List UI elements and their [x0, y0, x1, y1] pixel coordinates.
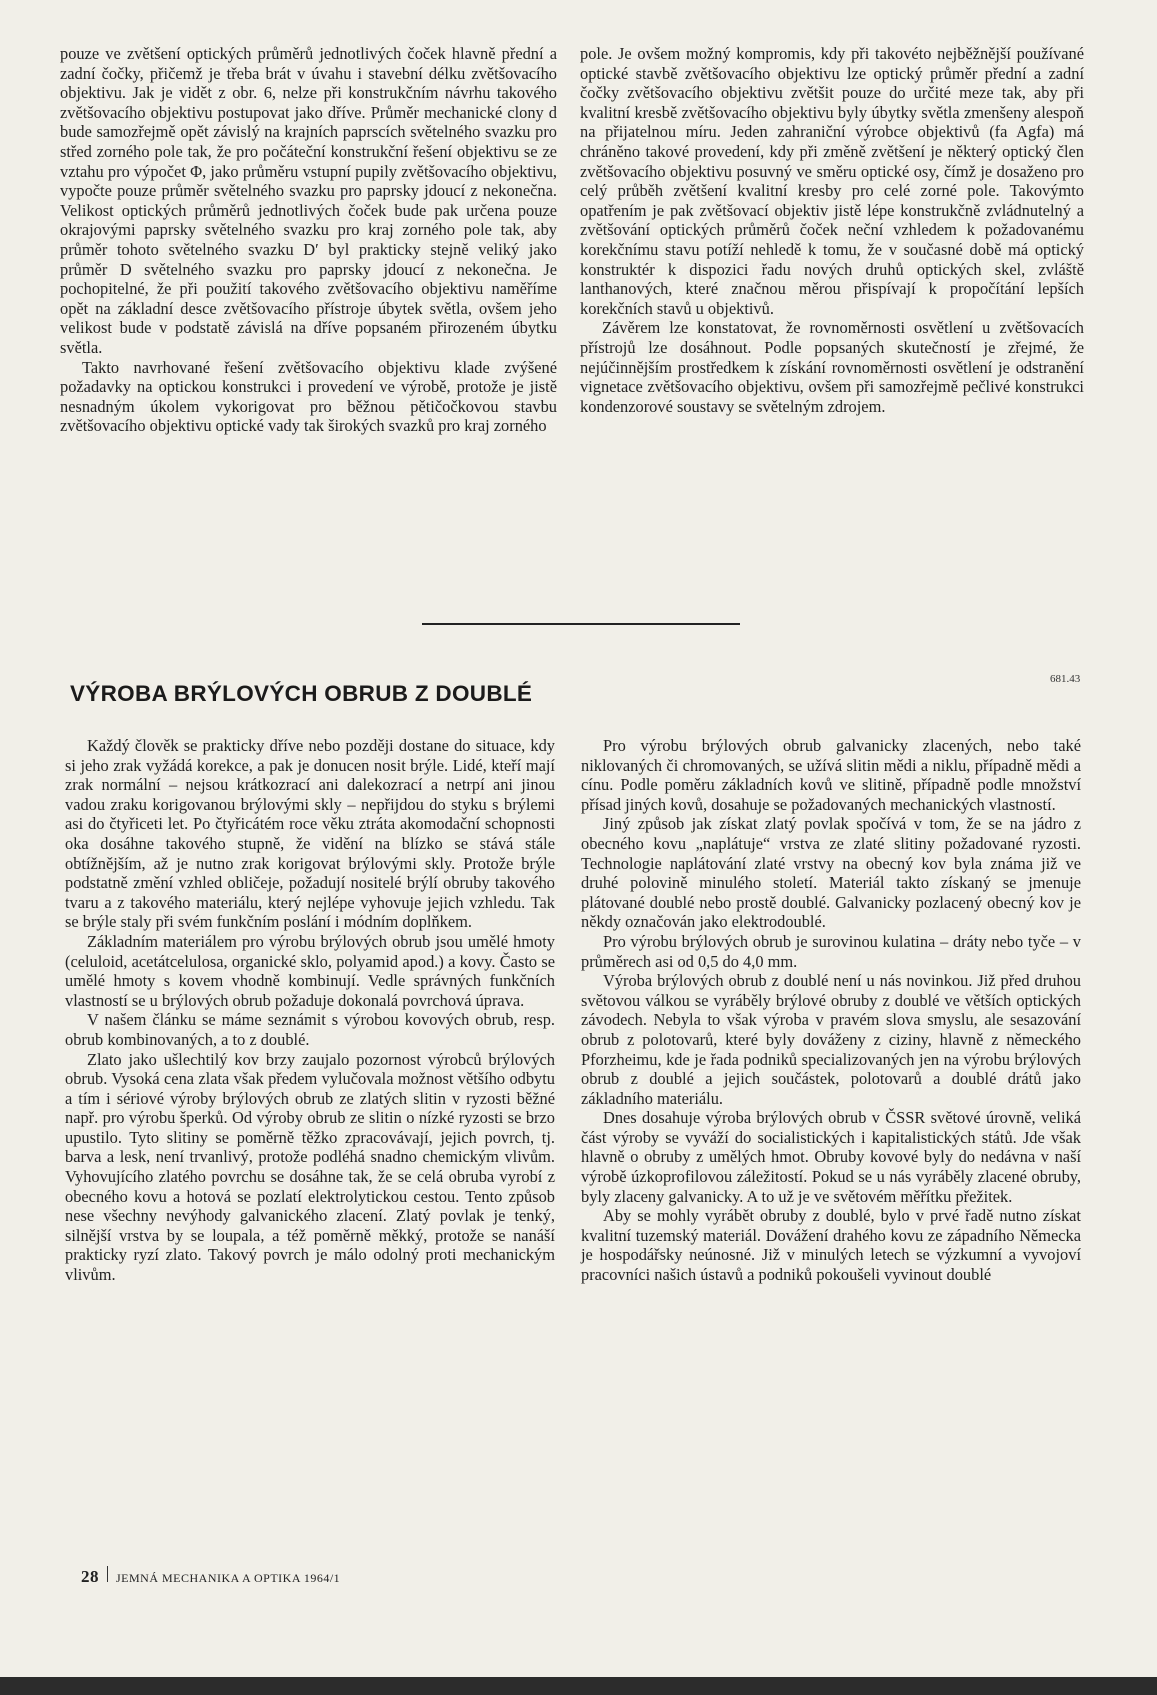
paragraph: Výroba brýlových obrub z doublé není u nás novinkou. Již před druhou světovou válkou se vyráběly brýlové obruby z doublé ve větších optických závodech. Nebyla to však výroba v pravém slova smyslu, ale sesazování obrub z polotovarů, které byly dováženy z ciziny, hlavně z německého Pforzheimu, kde je řada podniků specializovaných jen na výrobu brýlových obrub z doublé a jejich součástek, polotovarů a doublé drátů jako základního materiálu.	[581, 971, 1081, 1108]
paragraph: Základním materiálem pro výrobu brýlových obrub jsou umělé hmoty (celuloid, acetátcelulosa, organické sklo, polyamid apod.) a kovy. Často se umělé hmoty s kovem vhodně kombinují. Vedle správných funkčních vlastností se u brýlových obrub požaduje dokonalá povrchová úprava.	[65, 931, 555, 1010]
paragraph: pouze ve zvětšení optických průměrů jednotlivých čoček hlavně přední a zadní čočky, přičemž je třeba brát v úvahu i stavební délku zvětšovacího objektivu. Jak je vidět z obr. 6, nelze při konstrukčním návrhu takového zvětšovacího objektivu postupovat jako dříve. Průměr mechanické clony d bude samozřejmě opět závislý na krajních paprscích světelného svazku pro střed zorného pole tak, že pro počáteční konstrukční řešení objektivu se ze vztahu pro výpočet Φ, jako průměru vstupní pupily zvětšovacího objektivu, vypočte pouze průměr světelného svazku pro paprsky jdoucí z nekonečna. Velikost optických průměrů jednotlivých čoček bude pak určena pouze okrajovými paprsky světelného svazku pro kraj zorného pole tak, aby průměr tohoto světelného svazku D′ byl prakticky stejně veliký jako průměr D světelného svazku pro paprsky jdoucí z nekonečna. Je pochopitelné, že při použití takového zvětšovacího objektivu naměříme opět na základní desce zvětšovacího přístroje úbytek světla, ovšem jeho velikost bude v podstatě závislá na dříve popsaném přirozeném úbytku světla.	[60, 44, 557, 357]
page-footer	[81, 1566, 340, 1587]
paragraph: pole. Je ovšem možný kompromis, kdy při takovéto nejběžnější používané optické stavbě zvětšovacího objektivu lze optický průměr přední a zadní čočky zvětšovacího objektivu zvětšit pouze do určité meze tak, aby při kvalitní kresbě zvětšovacího objektivu byly úbytky světla zmenšeny alespoň na přijatelnou míru. Jeden zahraniční výrobce objektivů (fa Agfa) má chráněno takové provedení, kdy při změně zvětšení je některý optický člen zvětšovacího objektivu posuvný ve směru optické osy, čímž je dosaženo pro celý průběh zvětšení kvalitní kresby pro celé zorné pole. Takovýmto opatřením je pak zvětšovací objektiv jistě lépe konstrukčně zvládnutelný a zvětšování optických průměrů čoček neční vzhledem k požadovanému korekčnímu stavu potíží nehledě k tomu, že v současné době má optický konstruktér k dispozici řadu nových druhů optických skel, zvláště lanthanových, které značnou měrou přispívají k propočítání lepších korekčních stavů u objektivů.	[580, 44, 1084, 318]
scan-edge	[0, 1677, 1157, 1695]
page-number: 28	[81, 1567, 99, 1586]
paragraph: Každý člověk se prakticky dříve nebo později dostane do situace, kdy si jeho zrak vyžádá korekce, a pak je donucen nosit brýle. Lidé, kteří mají zrak normální – nejsou krátkozrací ani dalekozrací a netrpí ani jinou vadou zraku korigovanou brýlovými skly – nepřijdou do styku s brýlemi asi do čtyřiceti let. Po čtyřicátém roce věku ztráta akomodační schopnosti oka dosáhne takového stupně, že vidění na blízko se stává stále obtížnějším, až je nutno zrak korigovat brýlovými skly. Protože brýle podstatně změní vzhled obličeje, požadují nositelé brýlí obruby takového tvaru a z takového materiálu, který nejlépe vyhovuje jejich vzhledu. Tak se brýle staly při svém funkčním poslání i módním doplňkem.	[65, 736, 555, 932]
udc-classification: 681.43	[1050, 673, 1081, 685]
article-title: VÝROBA BRÝLOVÝCH OBRUB Z DOUBLÉ	[70, 681, 533, 706]
paragraph: Jiný způsob jak získat zlatý povlak spočívá v tom, že se na jádro z obecného kovu „naplátuje“ vrstva ze zlaté slitiny požadované ryzosti. Technologie naplátování zlaté vrstvy na obecný kov byla známa již ve druhé polovině minulého století. Materiál takto získaný se jmenuje plátované doublé nebo prostě doublé. Galvanicky pozlacený obecný kov je někdy označován jako elektrodoublé.	[581, 814, 1081, 932]
paragraph: Takto navrhované řešení zvětšovacího objektivu klade zvýšené požadavky na optickou konstrukci i provedení ve výrobě, protože je jistě nesnadným úkolem vykorigovat pro běžnou pětičočkovou stavbu zvětšovacího objektivu optické vady tak širokých svazků pro kraj zorného	[60, 357, 557, 436]
paragraph: Zlato jako ušlechtilý kov brzy zaujalo pozornost výrobců brýlových obrub. Vysoká cena zlata však předem vylučovala možnost většího odbytu a tím i sériové výroby brýlových obrub ze zlatých slitin v ryzosti běžné např. pro výrobu šperků. Od výroby obrub ze slitin o nízké ryzosti se brzo upustilo. Tyto slitiny se poměrně těžko zpracovávají, jejich povrch, tj. barva a lesk, není trvanlivý, protože podléhá snadno chemickým vlivům. Vyhovujícího zlatého povrchu se dosáhne tak, že se celá obruba vyrobí z obecného kovu a hotová se pozlatí elektrolytickou cestou. Tento způsob nese všechny nevýhody galvanického zlacení. Zlatý povlak je tenký, silnější vrstva by se loupala, a též poměrně měkký, protože se nanáší prakticky ryzí zlato. Takový povrch je málo odolný proti mechanickým vlivům.	[65, 1049, 555, 1285]
top-right-column	[580, 44, 1084, 416]
journal-name: JEMNÁ MECHANIKA A OPTIKA 1964/1	[116, 1571, 341, 1585]
paragraph: Závěrem lze konstatovat, že rovnoměrnosti osvětlení u zvětšovacích přístrojů lze dosáhnout. Podle popsaných skutečností je zřejmé, že nejúčinnějším prostředkem k získání rovnoměrnosti osvětlení je odstranění vignetace zvětšovacího objektivu, ovšem při samozřejmě pečlivé konstrukci kondenzorové soustavy se světelným zdrojem.	[580, 318, 1084, 416]
paragraph: Pro výrobu brýlových obrub galvanicky zlacených, nebo také niklovaných či chromovaných, se užívá slitin mědi a niklu, případně mědi a cínu. Podle poměru základních kovů ve slitině, případně podle množství přísad jiných kovů, dosahuje se požadovaných mechanických vlastností.	[581, 736, 1081, 814]
paragraph: Pro výrobu brýlových obrub je surovinou kulatina – dráty nebo tyče – v průměrech asi od 0,5 do 4,0 mm.	[581, 931, 1081, 971]
paragraph: Aby se mohly vyrábět obruby z doublé, bylo v prvé řadě nutno získat kvalitní tuzemský materiál. Dovážení drahého kovu ze západního Německa je hospodářsky neúnosné. Již v minulých letech se výzkumní a vyvojoví pracovníci našich ústavů a podniků pokoušeli vyvinout doublé	[581, 1206, 1081, 1285]
paragraph: Dnes dosahuje výroba brýlových obrub v ČSSR světové úrovně, veliká část výroby se vyváží do socialistických i kapitalistických států. Jde však hlavně o obruby z umělých hmot. Obruby kovové byly do nedávna v naší výrobě úzkoprofilovou záležitostí. Pokud se u nás vyráběly zlacené obruby, byly zlaceny galvanicky. A to už je ve světovém měřítku přežitek.	[581, 1108, 1081, 1206]
top-left-column	[60, 44, 557, 436]
section-divider	[422, 623, 740, 625]
paragraph: V našem článku se máme seznámit s výrobou kovových obrub, resp. obrub kombinovaných, a to z doublé.	[65, 1010, 555, 1049]
footer-separator	[107, 1566, 108, 1582]
bottom-left-column	[65, 736, 555, 1285]
bottom-right-column	[581, 736, 1081, 1285]
